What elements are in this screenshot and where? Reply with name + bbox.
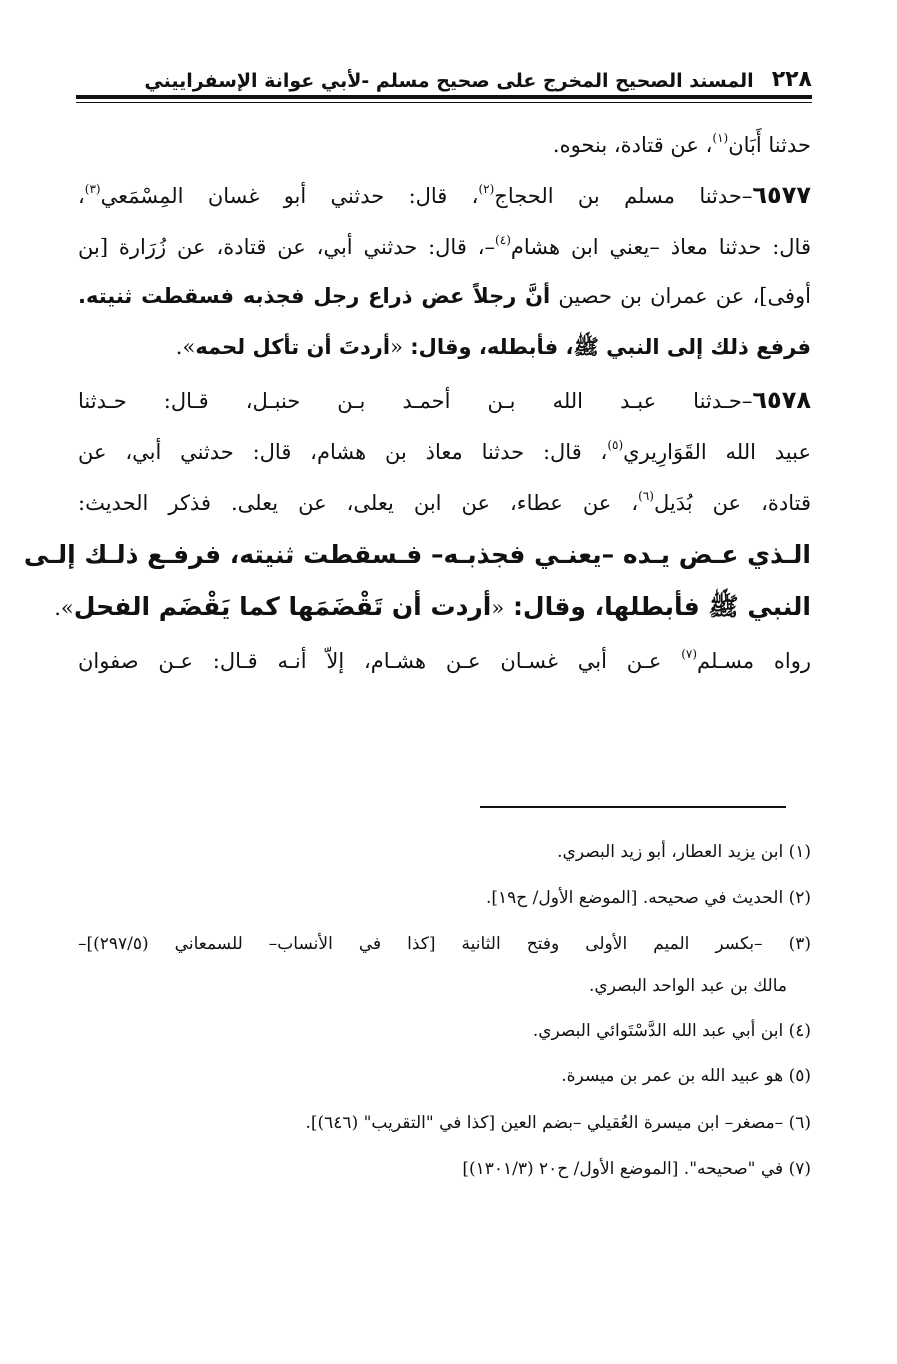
text-line xyxy=(78,322,811,372)
text-line xyxy=(78,170,811,220)
text-segment: ، قال: حدثني أبو غسان المِسْمَعي xyxy=(100,184,479,208)
footnote-marker[interactable]: (٢) xyxy=(478,182,495,196)
footnote-marker[interactable]: (٣) xyxy=(84,182,101,196)
hadith-number: ٦٥٧٧ xyxy=(752,181,811,209)
text-segment: ، عن عطاء، عن ابن يعلى، عن يعلى. فذكر الحديث: xyxy=(78,491,639,515)
text-segment: عبيد الله القَوَارِيري xyxy=(623,440,811,464)
footnote: (١) ابن يزيد العطار، أبو زيد البصري. xyxy=(557,842,811,862)
text-line xyxy=(23,530,811,580)
hadith-number: ٦٥٧٨ xyxy=(752,386,811,414)
footnote: (٦) –مصغر– ابن ميسرة العُقيلي –بضم العين [كذا في "التقريب" (٦٤٦)]. xyxy=(305,1113,811,1133)
text-segment: « xyxy=(491,596,505,620)
text-segment: أنَّ رجلاً عض ذراع رجل فجذبه فسقطت ثنيته. xyxy=(78,284,551,308)
footnote: (٧) في "صحيحه". [الموضع الأول/ ح٢٠ (١٣٠١/٣)] xyxy=(462,1159,811,1179)
text-segment: –، قال: حدثني أبي، عن قتادة، عن زُرَارة [بن xyxy=(78,235,496,259)
text-line xyxy=(78,375,811,425)
footnote: (٣) –بكسر الميم الأولى وفتح الثانية [كذا في الأنساب– للسمعاني (٢٩٧/٥)]– xyxy=(78,934,811,954)
text-segment: ، عن قتادة، بنحوه. xyxy=(552,133,713,157)
text-line xyxy=(78,222,811,272)
text-segment: ، xyxy=(78,184,85,208)
text-line xyxy=(78,478,811,528)
text-segment: ». xyxy=(54,596,74,620)
text-segment: أوفى]، عن عمران بن حصين xyxy=(550,284,811,308)
text-segment: ، قال: حدثنا معاذ بن هشام، قال: حدثني أبي، عن xyxy=(78,440,608,464)
text-segment: « xyxy=(390,335,403,359)
text-segment: ». xyxy=(175,335,196,359)
text-segment: عـن أبي غسـان عـن هشـام، إلاّ أنـه قـال: عـن صفوان xyxy=(78,649,682,673)
running-header xyxy=(76,56,812,92)
text-segment: أردتَ أن تأكل لحمه xyxy=(195,335,391,359)
header-rule xyxy=(76,95,812,99)
header-title: المسند الصحيح المخرج على صحيح مسلم -لأبي عوانة الإسفراييني xyxy=(144,70,754,92)
header-rule-thin xyxy=(76,102,812,103)
text-line xyxy=(78,271,811,321)
footnote-marker[interactable]: (٦) xyxy=(638,489,654,503)
text-segment: النبي ﷺ فأبطلها، وقال: xyxy=(504,592,811,621)
footnote: (٥) هو عبيد الله بن عمر بن ميسرة. xyxy=(561,1066,811,1086)
footnote-marker[interactable]: (١) xyxy=(712,131,729,145)
footnote-marker[interactable]: (٤) xyxy=(495,233,511,247)
footnote-marker[interactable]: (٧) xyxy=(681,647,698,661)
text-segment: قتادة، عن بُدَيل xyxy=(653,491,811,515)
footnote: (٤) ابن أبي عبد الله الدَّسْتَوائي البصري. xyxy=(532,1021,811,1041)
text-segment: –حـدثنا عبـد الله بـن أحمـد بـن حنبـل، قـال: حـدثنا xyxy=(78,389,753,413)
text-segment: الـذي عـض يـده –يعنـي فجذبـه– فـسقطت ثنيته، فرفـع ذلـك إلـى xyxy=(23,540,811,569)
footnote: (٢) الحديث في صحيحه. [الموضع الأول/ ح١٩]. xyxy=(485,888,811,908)
text-segment: رواه مسـلم xyxy=(697,649,811,673)
text-segment: حدثنا أَبَان xyxy=(728,133,811,157)
text-line xyxy=(78,427,811,477)
text-line xyxy=(78,120,811,170)
text-segment: فرفع ذلك إلى النبي ﷺ، فأبطله، وقال: xyxy=(402,335,811,359)
page-number: ٢٢٨ xyxy=(771,67,812,92)
text-line xyxy=(78,636,811,686)
text-line xyxy=(54,582,811,632)
footnote-marker[interactable]: (٥) xyxy=(607,438,624,452)
footnote: مالك بن عبد الواحد البصري. xyxy=(589,976,787,996)
text-segment: –حدثنا مسلم بن الحجاج xyxy=(494,184,753,208)
footnote-separator xyxy=(480,806,786,808)
text-segment: قال: حدثنا معاذ –يعني ابن هشام xyxy=(510,235,811,259)
text-segment: أردت أن تَقْضَمَها كما يَقْضَم الفحل xyxy=(73,592,492,621)
